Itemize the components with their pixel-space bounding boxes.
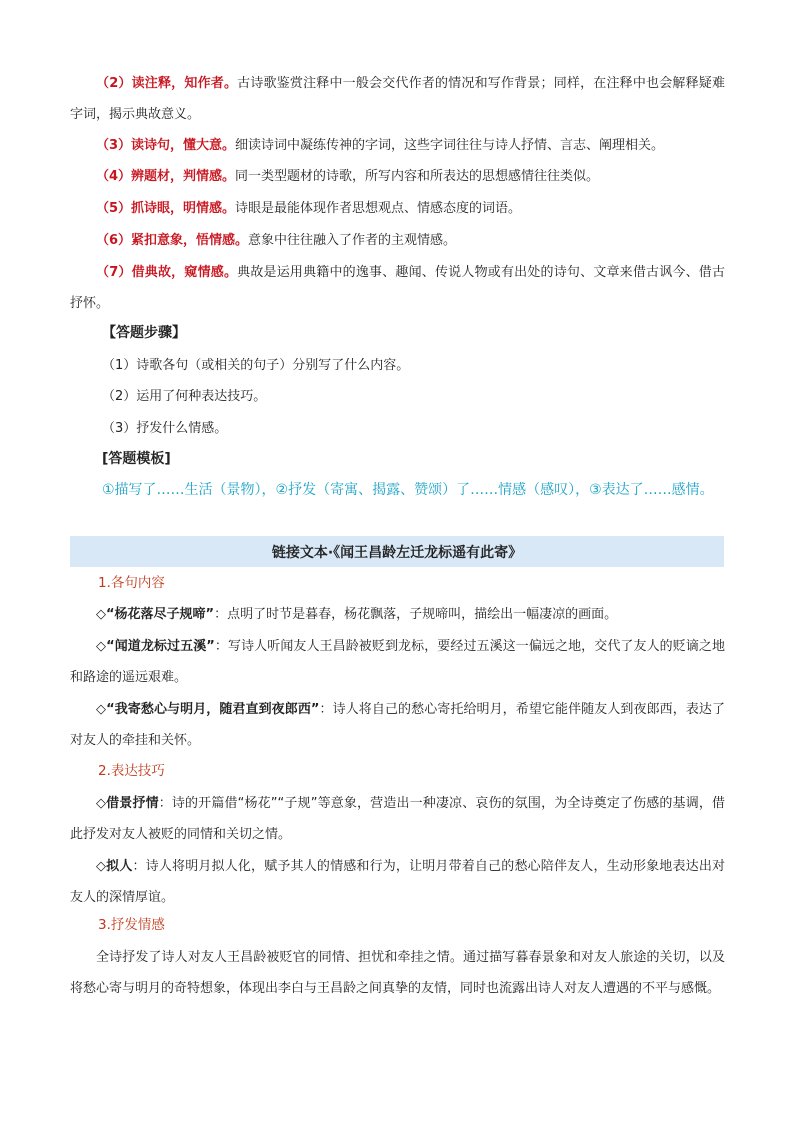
content-item: [70, 631, 725, 693]
steps-heading: 【答题步骤】: [102, 325, 186, 341]
item-text: ：写诗人听闻友人王昌龄被贬到龙标，要经过五溪这一偏远之地，交代了友人的贬谪之地和路途的遥远艰难。: [70, 639, 725, 685]
item-text: ：诗的开篇借“杨花”“子规”等意象，营造出一种凄凉、哀伤的氛围，为全诗奠定了伤感的基调，借此抒发对友人被贬的同情和关切之情。: [70, 796, 725, 842]
item-text: ：诗人将自己的愁心寄托给明月，希望它能伴随友人到夜郎西，表达了对友人的牵挂和关怀。: [70, 702, 725, 748]
emotion-paragraph: 全诗抒发了诗人对友人王昌龄被贬官的同情、担忧和牵挂之情。通过描写暮春景象和对友人旅途的关切，以及将愁心寄与明月的奇特想象，体现出李白与王昌龄之间真挚的友情，同时也流露出诗人对友人遭遇的不平与感慨。: [70, 950, 725, 996]
step-item: （2）运用了何种表达技巧。: [102, 389, 267, 404]
tip-text: 诗眼是最能体现作者思想观点、情感态度的词语。: [235, 201, 522, 216]
tip-item: [70, 161, 725, 192]
item-quote: ◇“闻道龙标过五溪”: [96, 639, 215, 654]
tip-label: （3）读诗句，懂大意。: [96, 138, 236, 153]
tip-label: （6）紧扣意象，悟情感。: [96, 233, 249, 248]
item-text: ：点明了时节是暮春，杨花飘落，子规啼叫，描绘出一幅凄凉的画面。: [214, 607, 618, 622]
content-item: [70, 599, 725, 630]
banner-title: 链接文本·《闻王昌龄左迁龙标遥有此寄》: [271, 544, 523, 561]
technique-item: [70, 851, 725, 913]
tip-label: （4）辨题材，判情感。: [96, 169, 236, 184]
template-text: ①描写了……生活（景物），②抒发（寄寓、揭露、赞颂）了……情感（感叹），③表达了……感情。: [102, 482, 714, 498]
tip-item: [70, 193, 725, 224]
tip-label: （7）借典故，窥情感。: [96, 265, 238, 280]
technique-item: [70, 788, 725, 850]
item-quote: ◇“我寄愁心与明月，随君直到夜郎西”: [96, 702, 320, 717]
tip-text: 古诗歌鉴赏注释中一般会交代作者的情况和写作背景；同样，在注释中也会解释疑难字词，揭示典故意义。: [70, 76, 725, 122]
section-title: 3.抒发情感: [98, 917, 165, 933]
item-quote: ◇借景抒情: [96, 796, 159, 811]
tip-text: 细读诗词中凝练传神的字词，这些字词往往与诗人抒情、言志、阐理相关。: [235, 138, 665, 153]
tip-text: 同一类型题材的诗歌，所写内容和所表达的思想感情往往类似。: [235, 169, 600, 184]
tip-text: 典故是运用典籍中的逸事、趣闻、传说人物或有出处的诗句、文章来借古讽今、借古抒怀。: [70, 265, 725, 311]
template-heading: [答题模板]: [102, 451, 171, 467]
tip-item: [70, 130, 725, 161]
step-item: （1）诗歌各句（或相关的句子）分别写了什么内容。: [102, 358, 410, 373]
tip-item: [70, 68, 725, 130]
item-quote: ◇“杨花落尽子规啼”: [96, 607, 215, 622]
item-quote: ◇拟人: [96, 859, 133, 874]
section-title: 2.表达技巧: [98, 763, 165, 779]
tip-label: （2）读注释，知作者。: [96, 76, 238, 91]
content-item: [70, 694, 725, 756]
tip-item: [70, 225, 725, 256]
linked-text-banner: [70, 536, 724, 567]
step-item: （3）抒发什么情感。: [102, 421, 228, 436]
tip-item: [70, 257, 725, 319]
tip-text: 意象中往往融入了作者的主观情感。: [248, 233, 457, 248]
section-title: 1.各句内容: [98, 575, 165, 591]
item-text: ：诗人将明月拟人化，赋予其人的情感和行为，让明月带着自己的愁心陪伴友人，生动形象地表达出对友人的深情厚谊。: [70, 859, 725, 905]
tip-label: （5）抓诗眼，明情感。: [96, 201, 236, 216]
